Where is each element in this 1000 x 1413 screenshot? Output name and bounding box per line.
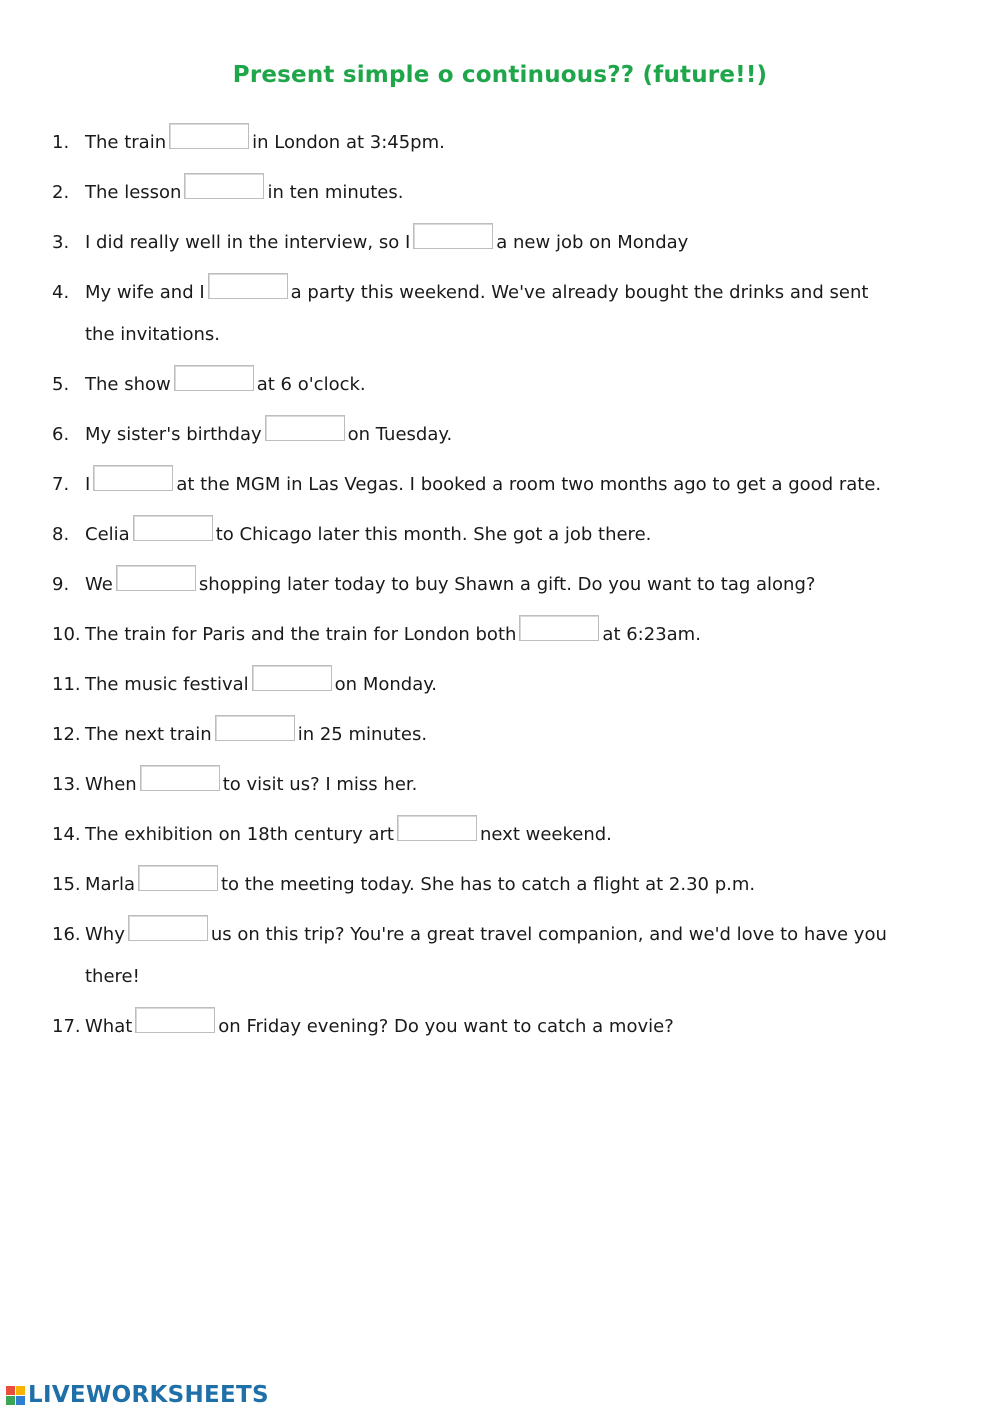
sentence-end: to Chicago later this month. She got a job there.	[215, 524, 652, 545]
liveworksheets-logo-icon	[6, 1386, 25, 1405]
answer-input[interactable]	[265, 415, 345, 441]
exercise-item	[52, 814, 932, 856]
sentence-end: next weekend.	[480, 824, 612, 845]
sentence-end: in ten minutes.	[267, 182, 404, 203]
exercise-item	[52, 272, 932, 356]
exercise-item	[52, 664, 932, 706]
sentence-start: The exhibition on 18th century art	[85, 824, 394, 845]
item-number: 7.	[52, 474, 70, 495]
answer-input[interactable]	[413, 223, 493, 249]
exercise-item	[52, 614, 932, 656]
sentence-end: a party this weekend. We've already bought the drinks and sent	[290, 282, 869, 303]
sentence-end: on Tuesday.	[347, 424, 453, 445]
sentence-end: shopping later today to buy Shawn a gift. Do you want to tag along?	[198, 574, 816, 595]
sentence-end: on Friday evening? Do you want to catch a movie?	[218, 1016, 674, 1037]
item-number: 11.	[52, 674, 81, 695]
answer-input[interactable]	[138, 865, 218, 891]
sentence-start: My sister's birthday	[85, 424, 262, 445]
logo-square-blue	[16, 1396, 25, 1405]
sentence-end: in 25 minutes.	[297, 724, 428, 745]
logo-square-yellow	[16, 1386, 25, 1395]
item-number: 17.	[52, 1016, 81, 1037]
answer-input[interactable]	[174, 365, 254, 391]
item-number: 14.	[52, 824, 81, 845]
sentence-continuation: the invitations.	[85, 324, 220, 345]
sentence-start: The lesson	[85, 182, 182, 203]
sentence-start: Celia	[85, 524, 130, 545]
exercise-item	[52, 1006, 932, 1048]
exercise-item	[52, 364, 932, 406]
item-number: 15.	[52, 874, 81, 895]
item-number: 5.	[52, 374, 70, 395]
worksheet-title: Present simple o continuous?? (future!!)	[232, 62, 768, 88]
sentence-start: I	[85, 474, 91, 495]
answer-input[interactable]	[397, 815, 477, 841]
liveworksheets-brand: LIVEWORKSHEETS	[28, 1382, 269, 1408]
answer-input[interactable]	[116, 565, 196, 591]
item-number: 8.	[52, 524, 70, 545]
exercise-list	[52, 122, 932, 1056]
sentence-end: at 6 o'clock.	[256, 374, 366, 395]
item-number: 6.	[52, 424, 70, 445]
exercise-item	[52, 122, 932, 164]
exercise-item	[52, 414, 932, 456]
item-number: 10.	[52, 624, 81, 645]
sentence-end: at 6:23am.	[602, 624, 701, 645]
sentence-continuation: there!	[85, 966, 140, 987]
item-number: 13.	[52, 774, 81, 795]
answer-input[interactable]	[519, 615, 599, 641]
exercise-item	[52, 864, 932, 906]
answer-input[interactable]	[93, 465, 173, 491]
sentence-end: to the meeting today. She has to catch a flight at 2.30 p.m.	[221, 874, 756, 895]
exercise-item	[52, 764, 932, 806]
answer-input[interactable]	[169, 123, 249, 149]
sentence-start: My wife and I	[85, 282, 205, 303]
item-number: 3.	[52, 232, 70, 253]
item-number: 2.	[52, 182, 70, 203]
answer-input[interactable]	[215, 715, 295, 741]
sentence-start: When	[85, 774, 137, 795]
logo-square-red	[6, 1386, 15, 1395]
sentence-start: What	[85, 1016, 133, 1037]
answer-input[interactable]	[135, 1007, 215, 1033]
answer-input[interactable]	[252, 665, 332, 691]
sentence-start: The show	[85, 374, 171, 395]
liveworksheets-logo	[6, 1382, 269, 1408]
sentence-start: We	[85, 574, 113, 595]
answer-input[interactable]	[140, 765, 220, 791]
exercise-item	[52, 464, 932, 506]
exercise-item	[52, 222, 932, 264]
exercise-item	[52, 172, 932, 214]
exercise-item	[52, 514, 932, 556]
sentence-end: to visit us? I miss her.	[222, 774, 418, 795]
sentence-end: us on this trip? You're a great travel companion, and we'd love to have you	[210, 924, 887, 945]
sentence-start: Why	[85, 924, 125, 945]
sentence-start: I did really well in the interview, so I	[85, 232, 411, 253]
sentence-end: on Monday.	[334, 674, 438, 695]
sentence-end: at the MGM in Las Vegas. I booked a room two months ago to get a good rate.	[176, 474, 882, 495]
logo-square-green	[6, 1396, 15, 1405]
answer-input[interactable]	[128, 915, 208, 941]
exercise-item	[52, 714, 932, 756]
exercise-item	[52, 914, 932, 998]
item-number: 1.	[52, 132, 70, 153]
sentence-end: in London at 3:45pm.	[252, 132, 445, 153]
answer-input[interactable]	[133, 515, 213, 541]
sentence-start: Marla	[85, 874, 135, 895]
sentence-start: The next train	[85, 724, 212, 745]
sentence-start: The music festival	[85, 674, 249, 695]
item-number: 4.	[52, 282, 70, 303]
sentence-start: The train	[85, 132, 167, 153]
item-number: 12.	[52, 724, 81, 745]
sentence-end: a new job on Monday	[496, 232, 689, 253]
answer-input[interactable]	[184, 173, 264, 199]
sentence-start: The train for Paris and the train for London both	[85, 624, 517, 645]
item-number: 16.	[52, 924, 81, 945]
answer-input[interactable]	[208, 273, 288, 299]
exercise-item	[52, 564, 932, 606]
item-number: 9.	[52, 574, 70, 595]
